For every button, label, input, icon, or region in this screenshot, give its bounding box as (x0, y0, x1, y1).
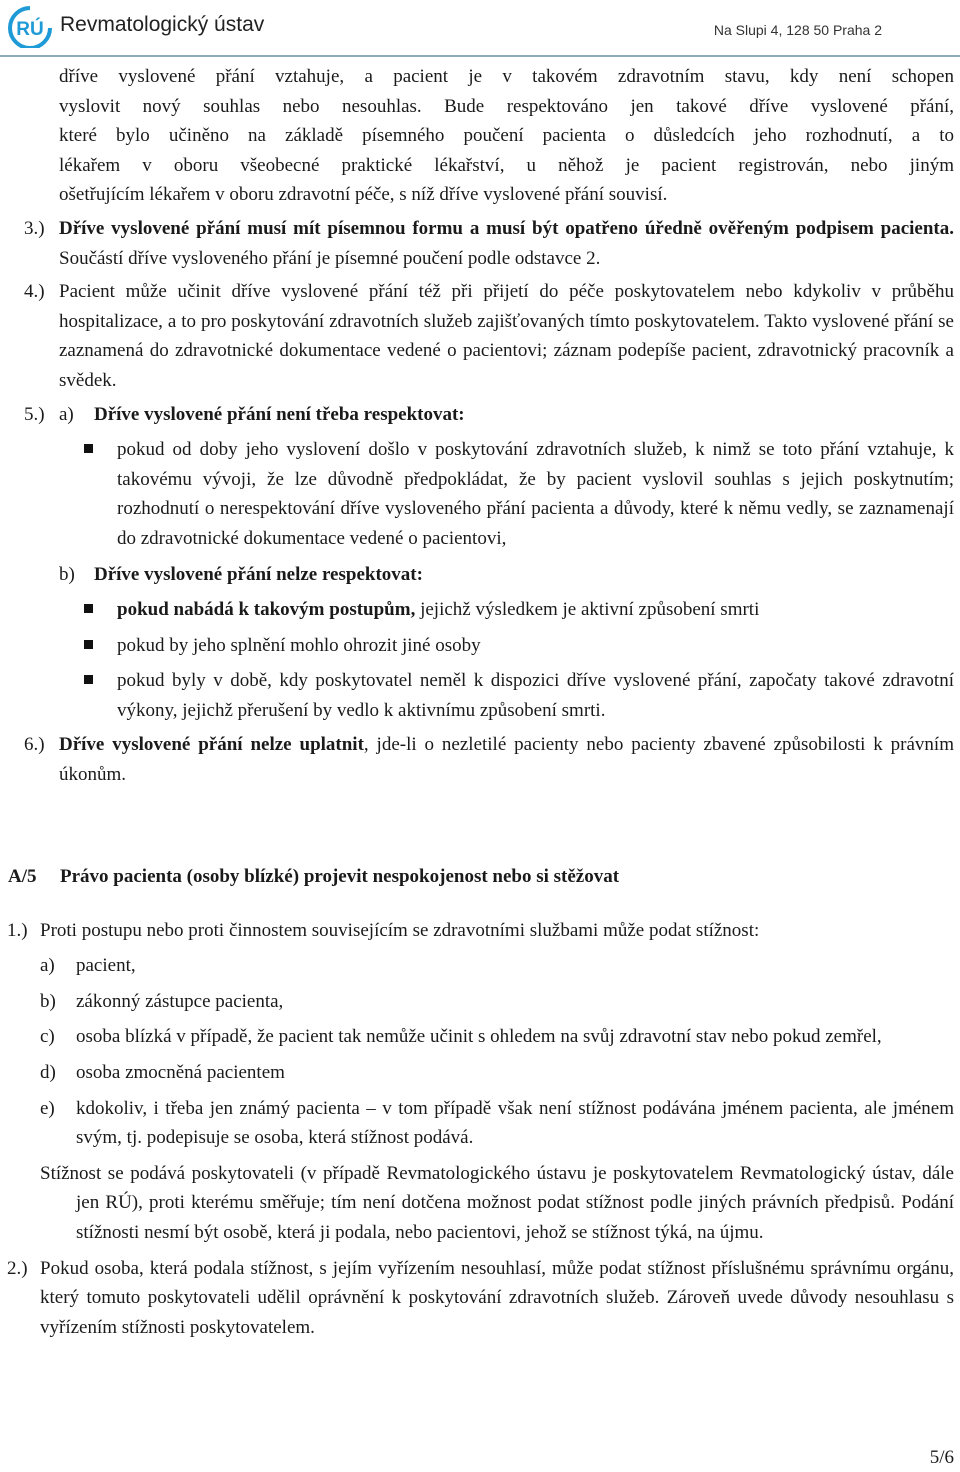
complaint-paragraph-2 (0, 1254, 960, 1343)
list-label: a) (40, 955, 55, 977)
list-item-text: kdokoliv, i třeba jen známý pacienta – v tom případě však není stížnost podávána jménem pacienta, ale jménem svým, tj. podepisuje se osoba, která stížnost podává. (76, 1097, 954, 1149)
list-item-text: jejichž výsledkem je aktivní způsobení smrti (415, 599, 760, 621)
paragraph-text: Proti postupu nebo proti činnostem souvisejícím se zdravotními službami může podat stížnost: (40, 919, 760, 941)
organization-address: Na Slupi 4, 128 50 Praha 2 (713, 22, 882, 38)
section-title: Právo pacienta (osoby blízké) projevit nespokojenost nebo si stěžovat (60, 865, 620, 887)
section-heading (0, 862, 960, 892)
complaint-note: Stížnost se podává poskytovateli (v případě Revmatologického ústavu je poskytovatelem Revmatologický ústav, dále jen RÚ), proti kterému směřuje; tím není dotčena možnost podat stížnost podle jiných právních předpisů. Podání stížnosti nesmí být osobě, která ji podala, nebo pacientovi, jehož se stížnost týká, na újmu. (40, 1162, 954, 1243)
page-number: 5/6 (929, 1447, 954, 1468)
list-item (0, 951, 960, 981)
paragraph-4 (0, 277, 960, 395)
sub-heading: Dříve vyslovené přání nelze respektovat: (94, 563, 423, 585)
list-item-text: zákonný zástupce pacienta, (76, 990, 284, 1012)
paragraph-5a-heading (0, 400, 954, 430)
list-item-text: pokud byly v době, kdy poskytovatel neměl k dispozici dříve vyslovené přání, započaty takové zdravotní výkony, jejichž přerušení by vedlo k aktivnímu způsobení smrti. (117, 670, 954, 721)
paragraph-number: 5.) (24, 403, 45, 425)
section-code: A/5 (8, 865, 37, 887)
ru-logo-icon (6, 6, 54, 48)
continuation-line: lékařem v oboru všeobecné praktické lékařství, u něhož je pacient registrován, nebo jiným (59, 154, 954, 176)
continuation-paragraph (0, 62, 960, 210)
sub-label: a) (59, 403, 74, 425)
list-item (0, 666, 960, 725)
paragraph-4-text: Pacient může učinit dříve vyslovené přání též při přijetí do péče poskytovatelem nebo kdykoliv v průběhu hospitalizace, a to pro poskytování zdravotních služeb zajišťovaných tímto poskytovatelem. Takto vyslovené přání se zaznamená do zdravotnické dokumentace vedené o pacientovi; záznam podepíše pacient, zdravotnický pracovník a svědek. (59, 281, 954, 391)
list-label: c) (40, 1026, 55, 1048)
list-item-text: osoba blízká v případě, že pacient tak nemůže učinit s ohledem na svůj zdravotní stav nebo pokud zemřel, (76, 1026, 882, 1048)
paragraph-3 (0, 214, 960, 273)
paragraph-6-bold: Dříve vyslovené přání nelze uplatnit (59, 734, 364, 756)
list-item (0, 1094, 960, 1153)
organization-name: Revmatologický ústav (60, 13, 265, 36)
paragraph-number: 2.) (7, 1257, 28, 1279)
paragraph-5b-heading (0, 560, 960, 590)
paragraph-3-bold: Dříve vyslovené přání musí mít písemnou formu a musí být opatřeno úředně ověřeným podpisem pacienta. (59, 217, 954, 239)
continuation-line: které bylo učiněno na základě písemného poučení pacienta o důsledcích jeho rozhodnutí, a to (59, 125, 954, 147)
list-label: b) (40, 990, 56, 1012)
paragraph-number: 4.) (24, 281, 45, 303)
continuation-line: vyslovit nový souhlas nebo nesouhlas. Bude respektováno jen takové dříve vyslovené přání, (59, 95, 954, 117)
sub-heading: Dříve vyslovené přání není třeba respektovat: (94, 403, 465, 425)
list-item (0, 595, 960, 625)
list-label: e) (40, 1097, 55, 1119)
square-bullet-icon (84, 640, 93, 649)
list-item (0, 1058, 960, 1088)
paragraph-number: 3.) (24, 217, 45, 239)
sub-label: b) (59, 563, 75, 585)
square-bullet-icon (84, 675, 93, 684)
paragraph-number: 6.) (24, 734, 45, 756)
list-item (0, 987, 960, 1017)
complaint-paragraph-1 (0, 916, 960, 946)
paragraph-6-text: , jde-li o nezletilé pacienty nebo pacienty zbavené způsobilosti k právním úkonům. (59, 734, 954, 786)
continuation-line: dříve vyslovené přání vztahuje, a pacient je v takovém zdravotním stavu, kdy není schopen (59, 66, 954, 87)
document-body (0, 62, 960, 1342)
list-item-text: pokud od doby jeho vyslovení došlo v poskytování zdravotních služeb, k nimž se toto přání vztahuje, k takovému vývoji, že lze důvodně předpokládat, že by pacient vyslovil souhlas s jejich poskytnutím; rozhodnutí o nerespektování dříve vysloveného přání pacienta a důvody, které k němu vedly, se zaznamenají do zdravotnické dokumentace vedené o pacientovi, (117, 439, 954, 549)
list-item (0, 1022, 960, 1052)
continuation-line: ošetřujícím lékařem v oboru zdravotní péče, s níž dříve vyslovené přání souvisí. (59, 184, 668, 206)
list-item-bold: pokud nabádá k takovým postupům, (117, 599, 416, 621)
list-item (0, 435, 960, 553)
list-item-text: pacient, (76, 955, 136, 977)
paragraph-text: Pokud osoba, která podala stížnost, s jejím vyřízením nesouhlasí, může podat stížnost příslušnému správnímu orgánu, který tomuto poskytovateli udělil oprávnění k poskytování zdravotních služeb. Zároveň uvede důvody nesouhlasu s vyřízením stížnosti poskytovatelem. (40, 1257, 954, 1338)
paragraph-3-text: Součástí dříve vysloveného přání je písemné poučení podle odstavce 2. (59, 247, 601, 269)
header-divider (0, 55, 960, 57)
logo-text: RÚ (16, 19, 44, 40)
square-bullet-icon (84, 444, 93, 453)
list-item-text: osoba zmocněná pacientem (76, 1062, 285, 1084)
square-bullet-icon (84, 604, 93, 613)
paragraph-5 (0, 400, 960, 430)
list-item-text: pokud by jeho splnění mohlo ohrozit jiné osoby (117, 634, 481, 656)
paragraph-number: 1.) (7, 919, 28, 941)
list-label: d) (40, 1062, 56, 1084)
list-item (0, 631, 960, 661)
paragraph-6 (0, 730, 960, 789)
page-header (0, 0, 960, 56)
